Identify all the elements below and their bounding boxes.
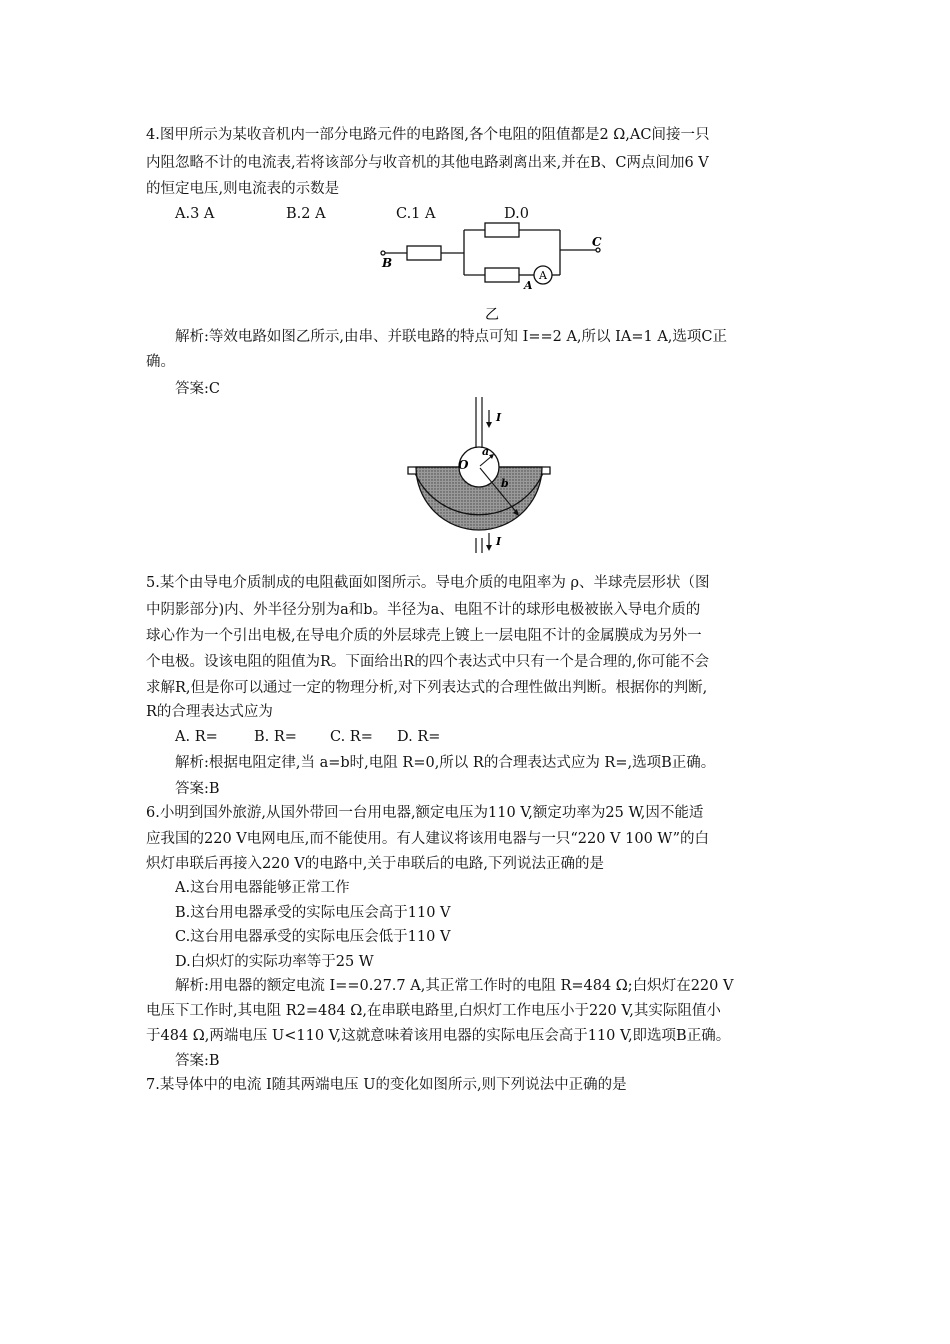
q5-stem-line-1: 5.某个由导电介质制成的电阻截面如图所示。导电介质的电阻率为 ρ、半球壳层形状（图	[146, 575, 710, 591]
q4-stem-line-2: 内阻忽略不计的电流表,若将该部分与收音机的其他电路剥离出来,并在B、C两点间加6 V	[146, 155, 709, 171]
label-center: O	[458, 458, 469, 472]
q6-stem-line-3: 炽灯串联后再接入220 V的电路中,关于串联后的电路,下列说法正确的是	[146, 856, 604, 872]
label-radius-b: b	[501, 477, 509, 490]
q5-stem-line-6: R的合理表达式应为	[146, 704, 273, 720]
q5-stem-line-2: 中阴影部分)内、外半径分别为a和b。半径为a、电阻不计的球形电极被嵌入导电介质的	[146, 602, 701, 618]
q6-analysis-line-1: 解析:用电器的额定电流 I==0.27.7 A,其正常工作时的电阻 R=484 Ω;白炽灯在220 V	[175, 978, 734, 994]
q4-option-b: B.2 A	[286, 206, 326, 222]
q7-stem: 7.某导体中的电流 I随其两端电压 U的变化如图所示,则下列说法中正确的是	[146, 1077, 627, 1093]
label-current-bottom: I	[496, 535, 502, 548]
q4-analysis-line-2: 确。	[146, 354, 175, 370]
q6-option-a: A.这台用电器能够正常工作	[175, 880, 350, 896]
q6-stem-line-1: 6.小明到国外旅游,从国外带回一台用电器,额定电压为110 V,额定功率为25 W,因不能适	[146, 805, 704, 821]
q6-analysis-line-2: 电压下工作时,其电阻 R2=484 Ω,在串联电路里,白炽灯工作电压小于220 V,其实际阻值小	[146, 1003, 721, 1019]
q6-analysis-line-3: 于484 Ω,两端电压 U<110 V,这就意味着该用电器的实际电压会高于110 V,即选项B正确。	[146, 1028, 731, 1044]
q5-stem-line-4: 个电极。设该电阻的阻值为R。下面给出R的四个表达式中只有一个是合理的,你可能不会	[146, 654, 709, 670]
q6-option-b: B.这台用电器承受的实际电压会高于110 V	[175, 905, 451, 921]
q4-analysis-line-1: 解析:等效电路如图乙所示,由串、并联电路的特点可知 I==2 A,所以 IA=1 A,选项C正	[175, 329, 728, 345]
label-c: C	[592, 235, 602, 249]
hemisphere-resistor-figure	[410, 395, 560, 557]
q4-answer: 答案:C	[175, 381, 220, 397]
q4-stem-line-3: 的恒定电压,则电流表的示数是	[146, 181, 340, 197]
q5-option-c: C. R=	[330, 729, 373, 745]
q6-stem-line-2: 应我国的220 V电网电压,而不能使用。有人建议将该用电器与一只“220 V 100 W”的白	[146, 831, 710, 847]
label-radius-a: a	[482, 445, 490, 458]
q5-stem-line-3: 球心作为一个引出电极,在导电介质的外层球壳上镀上一层电阻不计的金属膜成为另外一	[146, 628, 702, 644]
circuit-diagram	[370, 215, 630, 325]
parallel-resistor-bottom	[485, 268, 519, 282]
q6-option-d: D.白炽灯的实际功率等于25 W	[175, 954, 374, 970]
q5-stem-line-5: 求解R,但是你可以通过一定的物理分析,对下列表达式的合理性做出判断。根据你的判断,	[146, 680, 708, 696]
label-a: A	[524, 279, 533, 292]
figure-caption: 乙	[485, 307, 499, 323]
q5-option-d: D. R=	[397, 729, 441, 745]
terminal-b	[381, 251, 385, 255]
q5-option-b: B. R=	[254, 729, 297, 745]
q5-option-a: A. R=	[175, 729, 218, 745]
label-current-top: I	[496, 411, 502, 424]
q4-option-c: C.1 A	[396, 206, 436, 222]
q5-answer: 答案:B	[175, 781, 220, 797]
q5-analysis: 解析:根据电阻定律,当 a=b时,电阻 R=0,所以 R的合理表达式应为 R=,选项B正确。	[175, 755, 716, 771]
q4-option-a: A.3 A	[175, 206, 215, 222]
q4-option-d: D.0	[504, 206, 529, 222]
q4-stem-line-1: 4.图甲所示为某收音机内一部分电路元件的电路图,各个电阻的阻值都是2 Ω,AC间接一只	[146, 127, 710, 143]
series-resistor	[407, 246, 441, 260]
label-b: B	[382, 256, 393, 270]
ammeter-label: A	[539, 269, 547, 282]
parallel-resistor-top	[485, 223, 519, 237]
q6-answer: 答案:B	[175, 1053, 220, 1069]
q6-option-c: C.这台用电器承受的实际电压会低于110 V	[175, 929, 451, 945]
